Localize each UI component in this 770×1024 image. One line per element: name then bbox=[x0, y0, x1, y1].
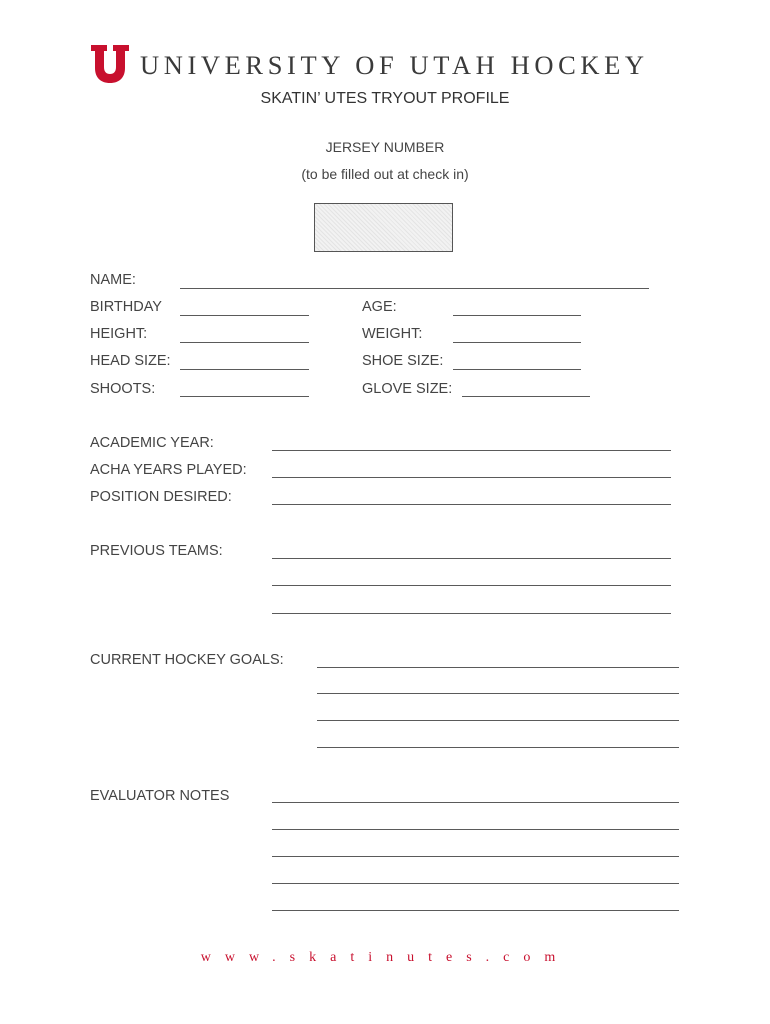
head-size-label: HEAD SIZE: bbox=[90, 353, 171, 369]
evaluator-notes-line[interactable] bbox=[272, 802, 679, 803]
shoots-label: SHOOTS: bbox=[90, 381, 156, 397]
academic-year-label: ACADEMIC YEAR: bbox=[90, 435, 214, 451]
acha-years-label: ACHA YEARS PLAYED: bbox=[90, 462, 247, 478]
current-goals-line[interactable] bbox=[317, 720, 679, 721]
name-label: NAME: bbox=[90, 272, 136, 288]
shoots-field-line[interactable] bbox=[180, 396, 309, 397]
position-label: POSITION DESIRED: bbox=[90, 489, 232, 505]
evaluator-notes-line[interactable] bbox=[272, 856, 679, 857]
footer-website-url: www.skatinutes.com bbox=[200, 950, 570, 965]
evaluator-notes-line[interactable] bbox=[272, 883, 679, 884]
previous-teams-line[interactable] bbox=[272, 558, 671, 559]
acha-years-field-line[interactable] bbox=[272, 477, 671, 478]
form-subtitle: SKATIN’ UTES TRYOUT PROFILE bbox=[260, 90, 510, 107]
shoe-size-label: SHOE SIZE: bbox=[362, 353, 444, 369]
jersey-number-note: (to be filled out at check in) bbox=[301, 166, 469, 182]
weight-field-line[interactable] bbox=[453, 342, 581, 343]
university-u-logo-icon bbox=[91, 45, 129, 83]
birthday-field-line[interactable] bbox=[180, 315, 309, 316]
birthday-label: BIRTHDAY bbox=[90, 299, 162, 315]
glove-size-label: GLOVE SIZE: bbox=[362, 381, 453, 397]
jersey-number-box[interactable] bbox=[314, 203, 453, 252]
head-size-field-line[interactable] bbox=[180, 369, 309, 370]
evaluator-notes-label: EVALUATOR NOTES bbox=[90, 788, 230, 804]
age-label: AGE: bbox=[362, 299, 397, 315]
position-field-line[interactable] bbox=[272, 504, 671, 505]
height-field-line[interactable] bbox=[180, 342, 309, 343]
previous-teams-line[interactable] bbox=[272, 585, 671, 586]
evaluator-notes-line[interactable] bbox=[272, 910, 679, 911]
weight-label: WEIGHT: bbox=[362, 326, 423, 342]
evaluator-notes-line[interactable] bbox=[272, 829, 679, 830]
page-title: UNIVERSITY OF UTAH HOCKEY bbox=[140, 50, 649, 80]
previous-teams-line[interactable] bbox=[272, 613, 671, 614]
previous-teams-label: PREVIOUS TEAMS: bbox=[90, 543, 223, 559]
academic-year-field-line[interactable] bbox=[272, 450, 671, 451]
current-goals-line[interactable] bbox=[317, 747, 679, 748]
shoe-size-field-line[interactable] bbox=[453, 369, 581, 370]
glove-size-field-line[interactable] bbox=[462, 396, 590, 397]
age-field-line[interactable] bbox=[453, 315, 581, 316]
current-goals-line[interactable] bbox=[317, 667, 679, 668]
name-field-line[interactable] bbox=[180, 288, 649, 289]
height-label: HEIGHT: bbox=[90, 326, 148, 342]
current-goals-line[interactable] bbox=[317, 693, 679, 694]
jersey-number-heading: JERSEY NUMBER bbox=[325, 139, 445, 155]
current-goals-label: CURRENT HOCKEY GOALS: bbox=[90, 652, 284, 668]
